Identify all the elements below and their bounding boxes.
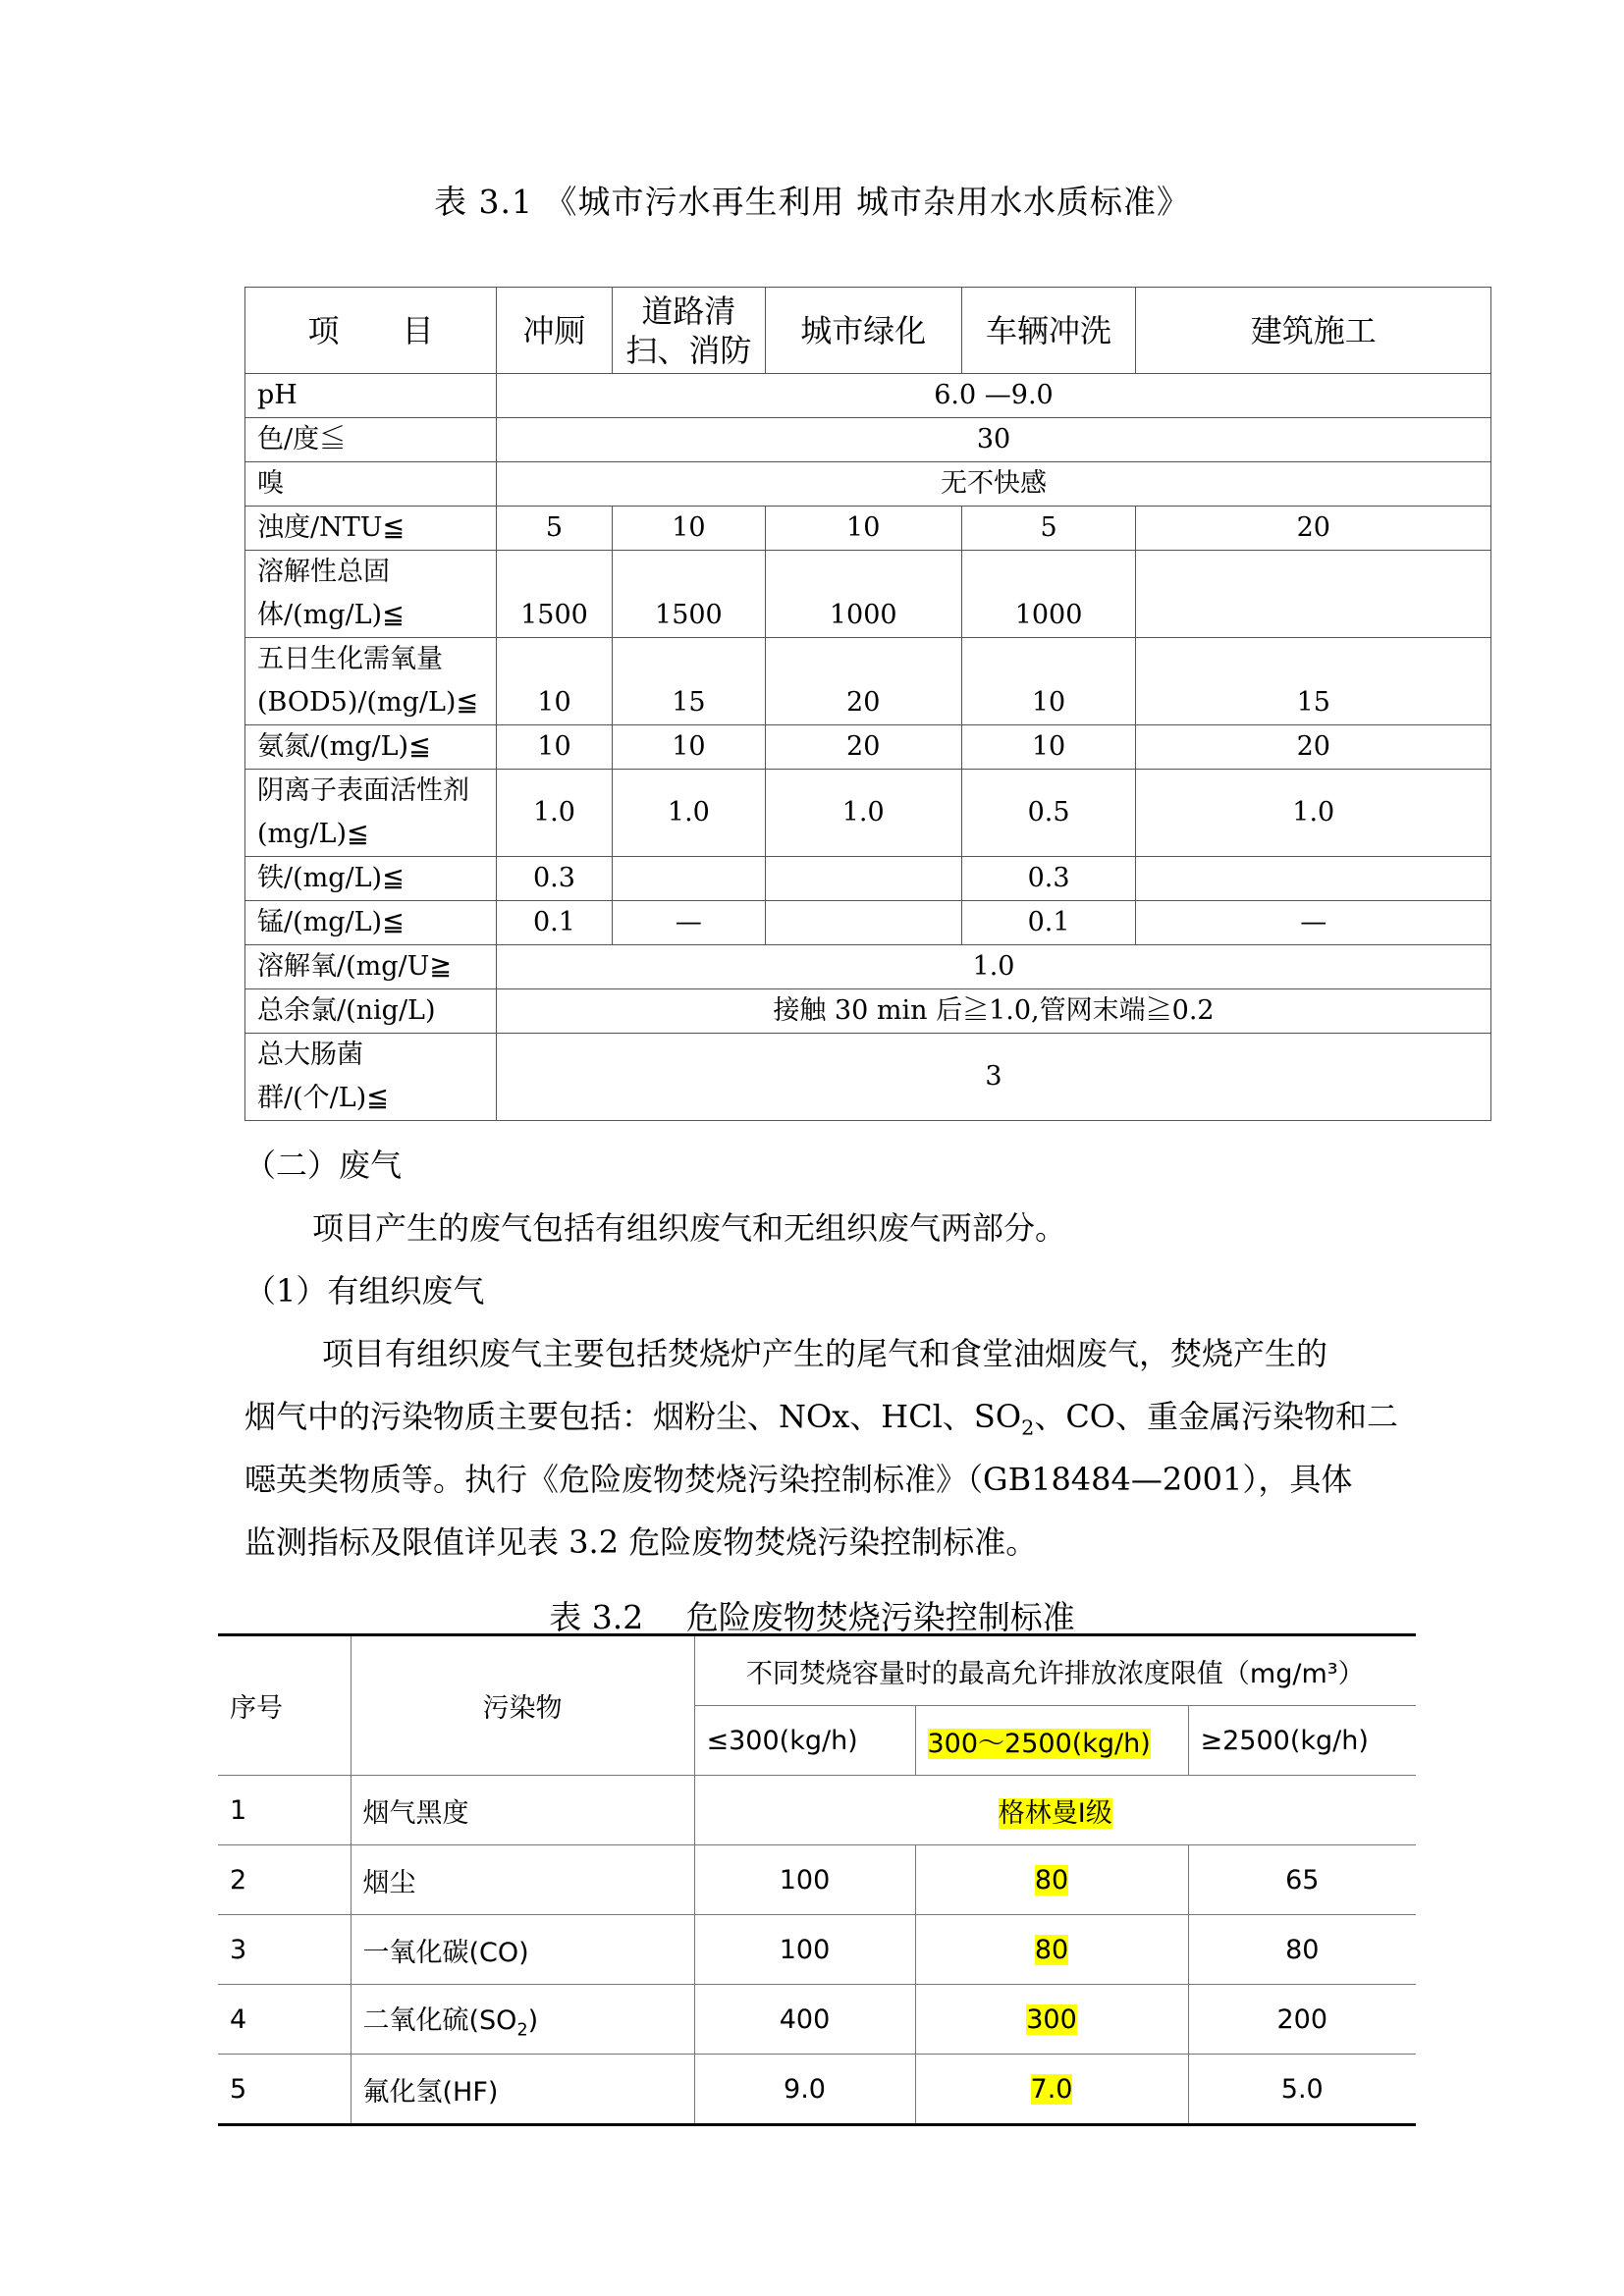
row-item: 五日生化需氧量(BOD5)/(mg/L)≦ xyxy=(245,638,497,725)
table-row xyxy=(245,374,1491,418)
cell-value: 15 xyxy=(612,638,765,725)
table-row xyxy=(245,989,1491,1034)
row-span-value: 3 xyxy=(496,1034,1490,1121)
cell-value: 10 xyxy=(612,725,765,770)
cell-value: 400 xyxy=(694,1985,915,2055)
row-no: 3 xyxy=(218,1915,351,1985)
row-no: 1 xyxy=(218,1776,351,1845)
section-heading: （二）废气 xyxy=(244,1147,403,1184)
row-no: 2 xyxy=(218,1845,351,1915)
highlight: 300～2500(kg/h) xyxy=(927,1728,1151,1759)
row-item: 铁/(mg/L)≦ xyxy=(245,857,497,901)
subscript: 2 xyxy=(1021,1415,1035,1440)
header-car-wash: 车辆冲洗 xyxy=(961,288,1136,374)
table-row xyxy=(245,770,1491,857)
cell-value: 5.0 xyxy=(1188,2055,1416,2125)
row-pollutant xyxy=(351,1985,694,2055)
cell-value xyxy=(612,857,765,901)
cell-value: 1500 xyxy=(612,551,765,638)
cell-value: 65 xyxy=(1188,1845,1416,1915)
body-paragraph-line: 项目有组织废气主要包括焚烧炉产生的尾气和食堂油烟废气，焚烧产生的 xyxy=(322,1335,1328,1372)
subsection-heading: （1）有组织废气 xyxy=(244,1272,485,1309)
cell-value: 10 xyxy=(961,638,1136,725)
subscript: 2 xyxy=(516,2020,528,2041)
subheader-large: ≥2500(kg/h) xyxy=(1188,1706,1416,1776)
cell-value: 20 xyxy=(1136,507,1491,551)
cell-value: 0.5 xyxy=(961,770,1136,857)
table-row xyxy=(245,1034,1491,1121)
header-item: 项 目 xyxy=(245,288,497,374)
header-greening: 城市绿化 xyxy=(765,288,961,374)
table-row xyxy=(218,1845,1416,1915)
row-span-value: 无不快感 xyxy=(496,462,1490,507)
cell-value: 10 xyxy=(612,507,765,551)
cell-value xyxy=(915,1845,1188,1915)
cell-value: 10 xyxy=(496,725,612,770)
table-row xyxy=(218,1915,1416,1985)
row-item: 嗅 xyxy=(245,462,497,507)
cell-value: — xyxy=(1136,901,1491,945)
cell-value: 10 xyxy=(496,638,612,725)
row-item: 溶解氧/(mg/U≧ xyxy=(245,945,497,989)
cell-value xyxy=(765,901,961,945)
highlight: 300 xyxy=(1026,2003,1077,2035)
body-paragraph: 项目产生的废气包括有组织废气和无组织废气两部分。 xyxy=(312,1209,1067,1247)
table-row xyxy=(245,462,1491,507)
table2-title: 表 3.2 危险废物焚烧污染控制标准 xyxy=(549,1598,1075,1636)
row-item: 锰/(mg/L)≦ xyxy=(245,901,497,945)
highlight: 7.0 xyxy=(1030,2073,1073,2105)
header-limit-group: 不同焚烧容量时的最高允许排放浓度限值（mg/m³） xyxy=(694,1635,1416,1706)
cell-value: 1.0 xyxy=(496,770,612,857)
header-road: 道路清扫、消防 xyxy=(612,288,765,374)
body-paragraph-line: 监测指标及限值详见表 3.2 危险废物焚烧污染控制标准。 xyxy=(244,1523,1038,1561)
water-quality-table xyxy=(244,287,1491,1121)
row-span-value: 接触 30 min 后≧1.0,管网末端≧0.2 xyxy=(496,989,1490,1034)
row-pollutant: 一氧化碳(CO) xyxy=(351,1915,694,1985)
table-header-row xyxy=(245,288,1491,374)
cell-value xyxy=(1136,857,1491,901)
subheader-medium xyxy=(915,1706,1188,1776)
cell-value: 20 xyxy=(765,638,961,725)
cell-value: 1000 xyxy=(765,551,961,638)
cell-value: 1.0 xyxy=(612,770,765,857)
cell-value: 10 xyxy=(961,725,1136,770)
cell-value: 15 xyxy=(1136,638,1491,725)
cell-value: 20 xyxy=(765,725,961,770)
row-item: 溶解性总固体/(mg/L)≦ xyxy=(245,551,497,638)
cell-value: 20 xyxy=(1136,725,1491,770)
header-construction: 建筑施工 xyxy=(1136,288,1491,374)
cell-value: 1500 xyxy=(496,551,612,638)
header-no: 序号 xyxy=(218,1635,351,1776)
highlight: 格林曼Ⅰ级 xyxy=(998,1797,1112,1829)
row-span-value: 30 xyxy=(496,418,1490,462)
subheader-small: ≤300(kg/h) xyxy=(694,1706,915,1776)
cell-value: 0.1 xyxy=(496,901,612,945)
text-run: 、CO、重金属污染物和二 xyxy=(1034,1398,1399,1435)
text-run: ) xyxy=(527,2004,539,2036)
text-run: 烟气中的污染物质主要包括：烟粉尘、NOx、HCl、SO xyxy=(244,1398,1022,1435)
cell-value xyxy=(1136,551,1491,638)
row-no: 4 xyxy=(218,1985,351,2055)
table-row xyxy=(218,1985,1416,2055)
table-row xyxy=(245,507,1491,551)
cell-value: 9.0 xyxy=(694,2055,915,2125)
cell-value: 1000 xyxy=(961,551,1136,638)
table-row xyxy=(218,2055,1416,2125)
row-item: 色/度≦ xyxy=(245,418,497,462)
row-item: pH xyxy=(245,374,497,418)
table-row xyxy=(245,857,1491,901)
row-item: 总余氯/(nig/L) xyxy=(245,989,497,1034)
cell-value xyxy=(915,1985,1188,2055)
cell-value: 100 xyxy=(694,1915,915,1985)
table-row xyxy=(245,945,1491,989)
row-span-value: 6.0 —9.0 xyxy=(496,374,1490,418)
row-item: 总大肠菌群/(个/L)≦ xyxy=(245,1034,497,1121)
body-paragraph-line: 噁英类物质等。执行《危险废物焚烧污染控制标准》（GB18484—2001），具体 xyxy=(244,1461,1353,1498)
row-no: 5 xyxy=(218,2055,351,2125)
cell-value: 1.0 xyxy=(1136,770,1491,857)
row-item: 浊度/NTU≦ xyxy=(245,507,497,551)
cell-value: 10 xyxy=(765,507,961,551)
row-pollutant: 烟尘 xyxy=(351,1845,694,1915)
header-pollutant: 污染物 xyxy=(351,1635,694,1776)
cell-value: 100 xyxy=(694,1845,915,1915)
cell-value xyxy=(915,1915,1188,1985)
cell-value: 5 xyxy=(961,507,1136,551)
table-row xyxy=(218,1776,1416,1845)
header-toilet: 冲厕 xyxy=(496,288,612,374)
cell-value: — xyxy=(612,901,765,945)
highlight: 80 xyxy=(1034,1934,1069,1965)
table-row xyxy=(245,901,1491,945)
cell-value: 0.3 xyxy=(961,857,1136,901)
cell-value xyxy=(765,857,961,901)
text-run: 二氧化硫(SO xyxy=(362,2004,517,2036)
row-pollutant: 烟气黑度 xyxy=(351,1776,694,1845)
cell-value: 5 xyxy=(496,507,612,551)
cell-value: 200 xyxy=(1188,1985,1416,2055)
cell-value: 1.0 xyxy=(765,770,961,857)
row-span-value xyxy=(694,1776,1416,1845)
incineration-standard-table xyxy=(218,1633,1416,2126)
row-span-value: 1.0 xyxy=(496,945,1490,989)
table-header-row xyxy=(218,1635,1416,1706)
row-item: 阴离子表面活性剂(mg/L)≦ xyxy=(245,770,497,857)
cell-value: 80 xyxy=(1188,1915,1416,1985)
cell-value xyxy=(915,2055,1188,2125)
table-row xyxy=(245,725,1491,770)
cell-value: 0.1 xyxy=(961,901,1136,945)
table-row xyxy=(245,551,1491,638)
row-item: 氨氮/(mg/L)≦ xyxy=(245,725,497,770)
highlight: 80 xyxy=(1034,1864,1069,1896)
table-row xyxy=(245,418,1491,462)
cell-value: 0.3 xyxy=(496,857,612,901)
table-row xyxy=(245,638,1491,725)
row-pollutant: 氟化氢(HF) xyxy=(351,2055,694,2125)
table1-title: 表 3.1 《城市污水再生利用 城市杂用水水质标准》 xyxy=(434,183,1190,221)
